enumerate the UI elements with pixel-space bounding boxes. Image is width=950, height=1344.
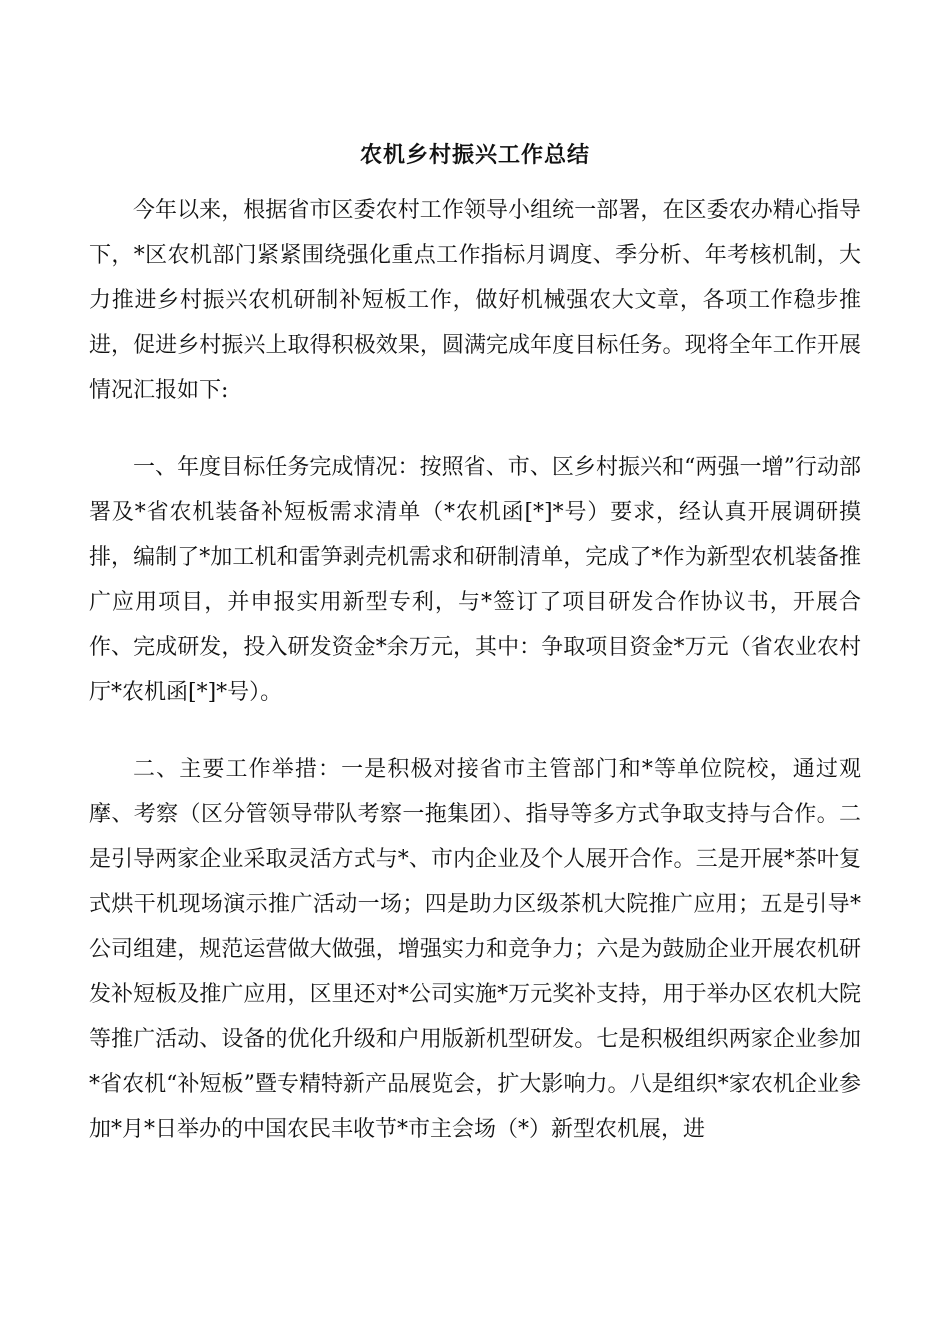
paragraph-annual-targets: 一、年度目标任务完成情况：按照省、市、区乡村振兴和“两强一增”行动部署及*省农机装备补短板需求清单（*农机函[*]*号）要求，经认真开展调研摸排，编制了*加工机和雷笋剥壳机需求和研制清单，完成了*作为新型农机装备推广应用项目，并申报实用新型专利，与*签订了项目研发合作协议书，开展合作、完成研发，投入研发资金*余万元，其中：争取项目资金*万元（省农业农村厅*农机函[*]*号）。 [89, 455, 861, 705]
document-title: 农机乡村振兴工作总结 [359, 143, 590, 168]
paragraph-main-measures: 二、主要工作举措：一是积极对接省市主管部门和*等单位院校，通过观摩、考察（区分管领导带队考察一拖集团）、指导等多方式争取支持与合作。二是引导两家企业采取灵活方式与*、市内企业及个人展开合作。三是开展*茶叶复式烘干机现场演示推广活动一场；四是助力区级茶机大院推广应用；五是引导*公司组建，规范运营做大做强，增强实力和竞争力；六是为鼓励企业开展农机研发补短板及推广应用，区里还对*公司实施*万元奖补支持，用于举办区农机大院等推广活动、设备的优化升级和户用版新机型研发。七是积极组织两家企业参加*省农机“补短板”暨专精特新产品展览会，扩大影响力。八是组织*家农机企业参加*月*日举办的中国农民丰收节*市主会场（*）新型农机展，进 [89, 757, 861, 1142]
paragraph-intro: 今年以来，根据省市区委农村工作领导小组统一部署，在区委农办精心指导下，*区农机部门紧紧围绕强化重点工作指标月调度、季分析、年考核机制，大力推进乡村振兴农机研制补短板工作，做好机械强农大文章，各项工作稳步推进，促进乡村振兴上取得积极效果，圆满完成年度目标任务。现将全年工作开展情况汇报如下: [89, 198, 861, 403]
